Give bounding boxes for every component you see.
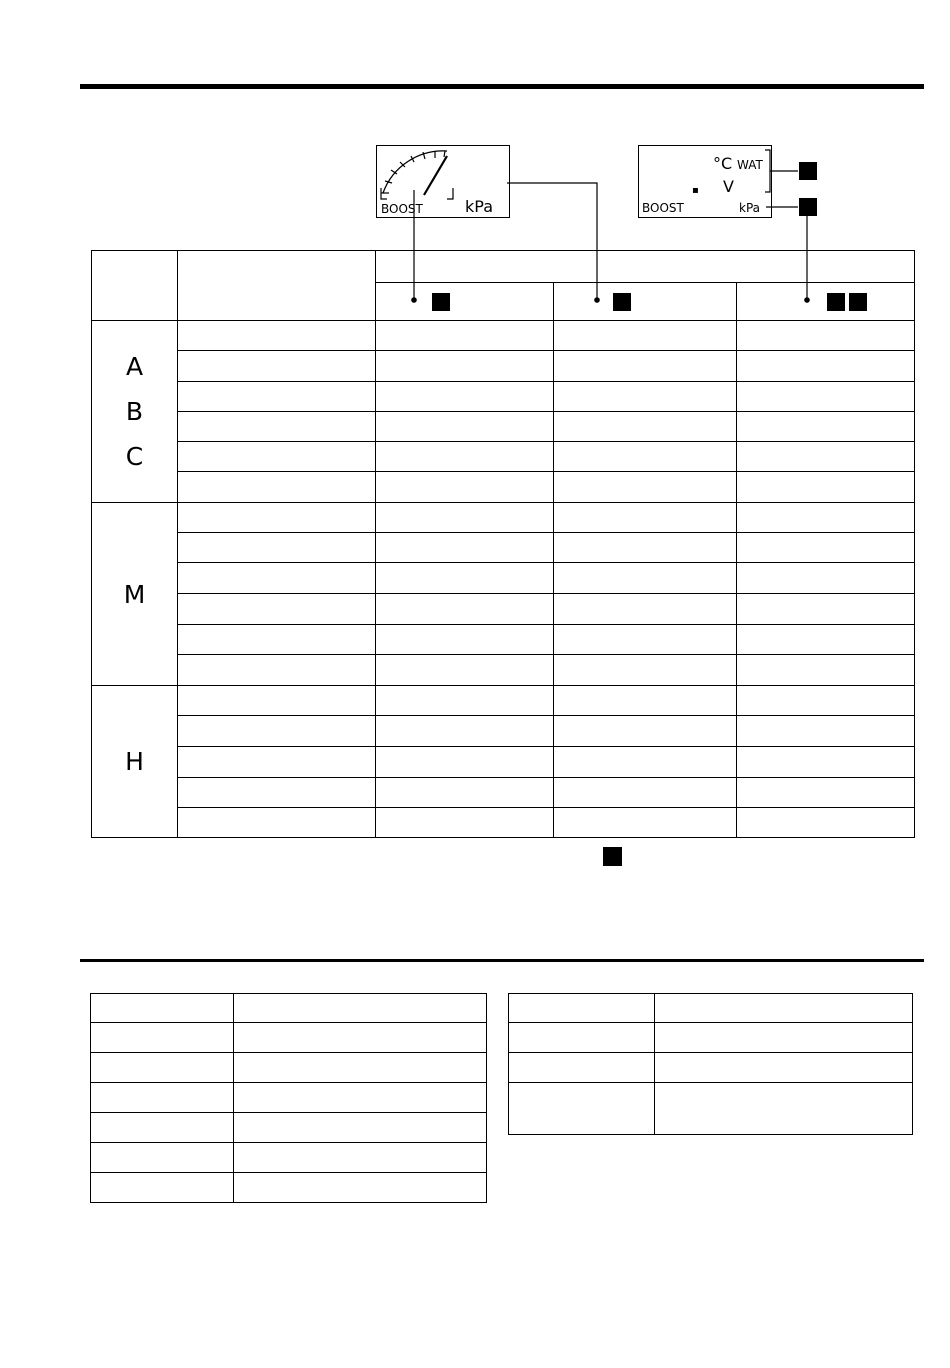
table-cell: [234, 1053, 487, 1083]
table-cell: [376, 654, 554, 685]
table-cell: [376, 472, 554, 503]
table-cell: [91, 1143, 234, 1173]
table-cell: [178, 321, 376, 351]
marker-square-icon: [432, 293, 450, 311]
table-cell: [554, 381, 737, 411]
group-m-cell: [92, 503, 178, 686]
table-cell: [509, 1053, 655, 1083]
table-row: [91, 994, 487, 1023]
table-cell: [737, 716, 915, 747]
table-cell: [376, 686, 554, 716]
table-cell: [655, 1053, 913, 1083]
table-row: [91, 1173, 487, 1203]
table-cell: [376, 563, 554, 593]
table-cell: [178, 381, 376, 411]
table-cell: [737, 593, 915, 624]
table-cell: [554, 321, 737, 351]
group-abc-cell: [92, 321, 178, 503]
volt-unit-label: V: [723, 177, 734, 196]
table-cell: [376, 624, 554, 654]
table-cell: [554, 807, 737, 837]
table-cell: [737, 441, 915, 471]
table-cell: [178, 807, 376, 837]
table-cell: [234, 994, 487, 1023]
table-row: [92, 747, 915, 777]
table-cell: [376, 503, 554, 533]
table-cell: [178, 686, 376, 716]
table-row: [509, 1083, 913, 1135]
table-cell: [554, 593, 737, 624]
table-cell: [234, 1083, 487, 1113]
table-cell: [554, 411, 737, 441]
table-cell: [376, 807, 554, 837]
table-cell: [234, 1143, 487, 1173]
kpa-unit-label: kPa: [739, 201, 760, 215]
table-cell: [178, 747, 376, 777]
marker-square-icon: [799, 162, 817, 180]
table-row: [92, 593, 915, 624]
table-cell: [376, 716, 554, 747]
table-row: [92, 807, 915, 837]
table-cell: [655, 1023, 913, 1053]
table-row: [91, 1083, 487, 1113]
group-label-b: B: [125, 397, 144, 427]
table-cell: [376, 381, 554, 411]
table-cell: [91, 1053, 234, 1083]
table-cell: [91, 1083, 234, 1113]
group-label-h: H: [125, 747, 144, 777]
wat-label: WAT: [737, 158, 763, 172]
table-row: [92, 321, 915, 351]
table-cell: [178, 503, 376, 533]
table-cell: [91, 1173, 234, 1203]
table-cell: [178, 472, 376, 503]
decimal-point-icon: ▪: [692, 185, 699, 196]
kpa-unit-label: kPa: [465, 197, 493, 216]
lower-left-table: [90, 993, 487, 1203]
table-cell: [554, 351, 737, 381]
table-cell: [737, 654, 915, 685]
table-cell: [554, 716, 737, 747]
table-cell: [737, 351, 915, 381]
table-cell: [655, 994, 913, 1023]
table-cell: [737, 807, 915, 837]
table-cell: [234, 1113, 487, 1143]
main-table: [91, 250, 915, 838]
table-cell: [737, 411, 915, 441]
table-cell: [376, 411, 554, 441]
table-row: [92, 563, 915, 593]
table-cell: [91, 994, 234, 1023]
table-row: [92, 441, 915, 471]
table-cell: [91, 1023, 234, 1053]
table-cell: [376, 747, 554, 777]
table-cell: [554, 503, 737, 533]
table-cell: [554, 533, 737, 563]
table-cell: [376, 593, 554, 624]
table-row: [92, 716, 915, 747]
table-cell: [178, 777, 376, 807]
table-cell: [737, 533, 915, 563]
table-row: [92, 533, 915, 563]
table-cell: [234, 1173, 487, 1203]
header-cell: [554, 283, 737, 321]
table-cell: [178, 716, 376, 747]
table-row: [92, 472, 915, 503]
section-rule: [80, 959, 924, 962]
table-row: [91, 1113, 487, 1143]
table-row: [92, 654, 915, 685]
group-label-a: A: [125, 352, 144, 382]
table-cell: [178, 533, 376, 563]
marker-square-icon: [827, 293, 845, 311]
table-cell: [554, 747, 737, 777]
table-row: [92, 351, 915, 381]
table-row: [92, 411, 915, 441]
table-cell: [376, 777, 554, 807]
table-row: [509, 1053, 913, 1083]
marker-square-icon: [849, 293, 867, 311]
table-cell: [554, 686, 737, 716]
table-cell: [178, 624, 376, 654]
group-label-m: M: [123, 579, 146, 609]
table-cell: [178, 351, 376, 381]
table-row: [92, 777, 915, 807]
table-cell: [554, 563, 737, 593]
header-row: [92, 251, 915, 283]
boost-label: BOOST: [381, 202, 423, 216]
table-cell: [737, 777, 915, 807]
table-row: [91, 1023, 487, 1053]
table-row: [92, 686, 915, 716]
table-row: [92, 503, 915, 533]
temp-unit-label: °C: [713, 154, 733, 173]
table-cell: [737, 686, 915, 716]
table-cell: [509, 1083, 655, 1135]
table-cell: [178, 441, 376, 471]
table-cell: [376, 321, 554, 351]
table-row: [509, 1023, 913, 1053]
lower-right-table: [508, 993, 913, 1135]
table-cell: [376, 533, 554, 563]
footnote-marker-icon: [603, 847, 622, 866]
table-cell: [376, 351, 554, 381]
boost-label: BOOST: [642, 201, 684, 215]
table-row: [91, 1143, 487, 1173]
group-h-cell: [92, 686, 178, 838]
table-row: [92, 381, 915, 411]
table-cell: [91, 1113, 234, 1143]
table-cell: [737, 321, 915, 351]
table-cell: [655, 1083, 913, 1135]
header-cell: [376, 283, 554, 321]
table-row: [91, 1053, 487, 1083]
table-cell: [178, 593, 376, 624]
table-cell: [554, 654, 737, 685]
table-cell: [178, 654, 376, 685]
table-cell: [737, 503, 915, 533]
header-cell: [737, 283, 915, 321]
table-cell: [554, 624, 737, 654]
table-row: [509, 994, 913, 1023]
header-cell: [376, 251, 915, 283]
table-cell: [234, 1023, 487, 1053]
table-cell: [376, 441, 554, 471]
table-cell: [737, 472, 915, 503]
table-cell: [737, 381, 915, 411]
table-cell: [178, 563, 376, 593]
table-cell: [737, 563, 915, 593]
marker-square-icon: [613, 293, 631, 311]
table-cell: [509, 1023, 655, 1053]
group-label-c: C: [125, 442, 144, 472]
table-row: [92, 624, 915, 654]
table-cell: [554, 472, 737, 503]
marker-square-icon: [799, 198, 817, 216]
table-cell: [737, 747, 915, 777]
table-cell: [554, 441, 737, 471]
header-cell: [92, 251, 178, 321]
table-cell: [554, 777, 737, 807]
table-cell: [509, 994, 655, 1023]
table-cell: [178, 411, 376, 441]
table-cell: [737, 624, 915, 654]
header-cell: [178, 251, 376, 321]
